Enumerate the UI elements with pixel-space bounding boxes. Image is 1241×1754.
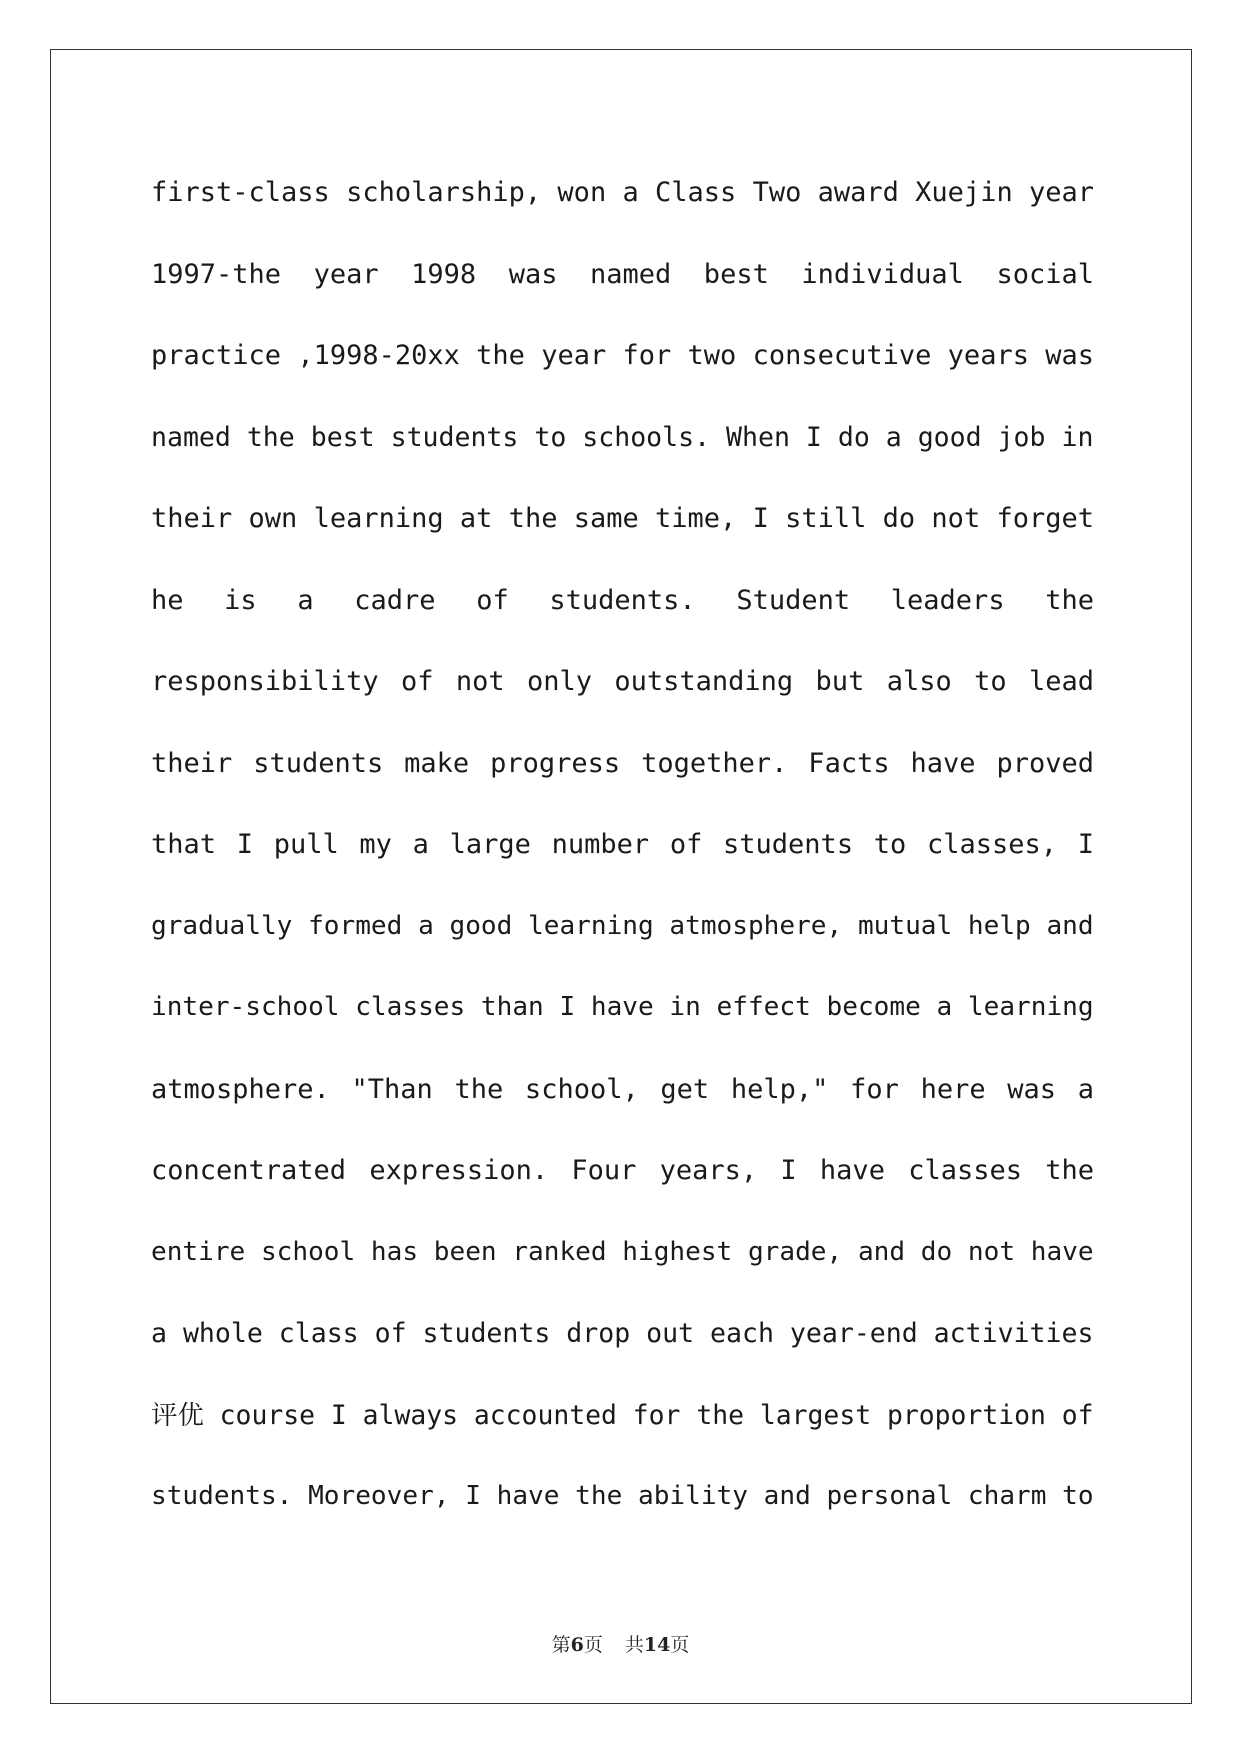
- current-page-number: 6: [570, 1634, 584, 1656]
- text-line: a whole class of students drop out each year-end activities: [151, 1318, 1094, 1349]
- text-line: first-class scholarship, won a Class Two award Xuejin year: [151, 177, 1094, 208]
- total-pages-prefix: 共: [624, 1634, 644, 1656]
- page-number-prefix: 第: [551, 1634, 571, 1656]
- text-line: inter-school classes than I have in effect become a learning: [151, 992, 1094, 1022]
- text-line: gradually formed a good learning atmosphere, mutual help and: [151, 910, 1094, 941]
- text-line: their students make progress together. Facts have proved: [151, 747, 1094, 779]
- text-line: practice ,1998-20xx the year for two consecutive years was: [151, 340, 1094, 371]
- text-line: he is a cadre of students. Student leaders the: [151, 584, 1094, 616]
- text-line: 1997-the year 1998 was named best individual social: [151, 258, 1094, 290]
- body-text: [151, 152, 1094, 1538]
- total-page-count: 14: [643, 1634, 671, 1656]
- text-line: their own learning at the same time, I still do not forget: [151, 503, 1094, 534]
- text-line: responsibility of not only outstanding but also to lead: [151, 666, 1094, 697]
- page-number-suffix: 页: [583, 1634, 603, 1656]
- text-line: concentrated expression. Four years, I have classes the: [151, 1155, 1094, 1186]
- page-footer: [0, 1630, 1241, 1657]
- text-line: named the best students to schools. When I do a good job in: [151, 421, 1094, 453]
- text-line: entire school has been ranked highest grade, and do not have: [151, 1236, 1094, 1267]
- text-line: students. Moreover, I have the ability and personal charm to: [151, 1481, 1094, 1511]
- text-line: atmosphere. "Than the school, get help," for here was a: [151, 1073, 1094, 1105]
- text-line: that I pull my a large number of students to classes, I: [151, 829, 1094, 860]
- total-pages-suffix: 页: [670, 1634, 690, 1656]
- text-line: 评优 course I always accounted for the largest proportion of: [151, 1399, 1094, 1431]
